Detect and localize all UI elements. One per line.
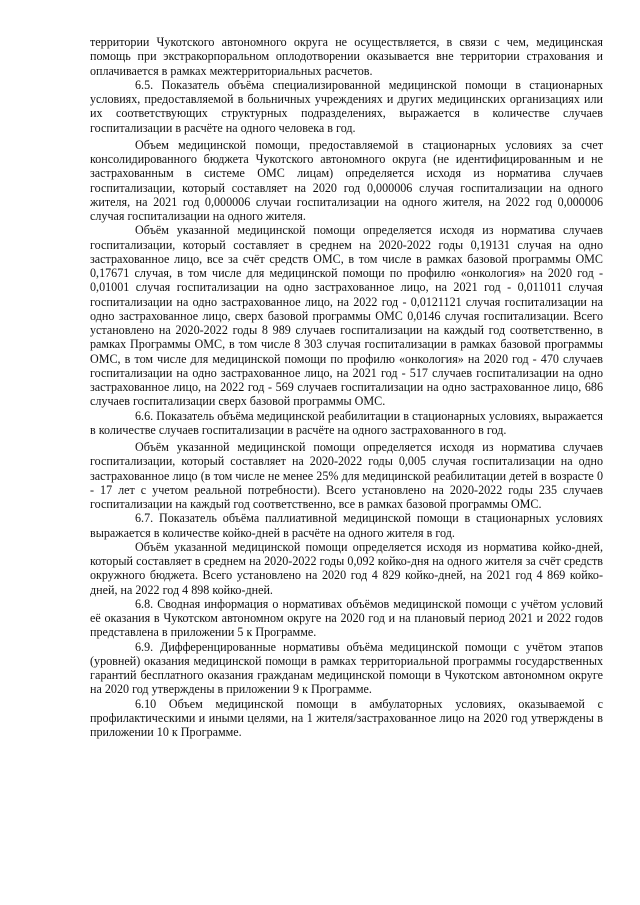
- paragraph-oms-volume: Объём указанной медицинской помощи определяется исходя из норматива случаев госпитализации, который составляет в среднем на 2020-2022 годы 0,19131 случая на одно застрахованное лицо, все за счёт средств ОМС, в том числе в рамках базовой программы ОМС 0,17671 случая, в том числе для медицинской помощи по профилю «онкология» на 2020 год - 0,01001 случая госпитализации на одно застрахованное лицо, на 2021 год - 0,011011 случая госпитализации на одно застрахованное лицо, на 2022 год - 0,0121121 случая госпитализации на одно застрахованное лицо, сверх базовой программы ОМС 0,0146 случая госпитализации. Всего установлено на 2020-2022 годы 8 989 случаев госпитализации на каждый год соответственно, в рамках Программы ОМС, в том числе 8 303 случая госпитализации в рамках базовой программы ОМС, в том числе для медицинской помощи по профилю «онкология» на 2020 год - 470 случаев госпитализации на одно застрахованное лицо, на 2021 год - 517 случаев госпитализации на одно застрахованное лицо, на 2022 год - 569 случаев госпитализации на одно застрахованное лицо, 686 случаев госпитализации сверх базовой программы ОМС.: [90, 223, 603, 409]
- paragraph-6-8: 6.8. Сводная информация о нормативах объёмов медицинской помощи с учётом условий её оказания в Чукотском автономном округе на 2020 год и на плановый период 2021 и 2022 годов представлена в приложении 5 к Программе.: [90, 596, 603, 640]
- document-page: [90, 35, 603, 739]
- paragraph-6-6: 6.6. Показатель объёма медицинской реабилитации в стационарных условиях, выражается в количестве случаев госпитализации в расчёте на одного застрахованного в год.: [90, 408, 603, 437]
- paragraph-6-7: 6.7. Показатель объёма паллиативной медицинской помощи в стационарных условиях выражается в количестве койко-дней в расчёте на одного жителя в год.: [90, 511, 603, 540]
- paragraph-6-9: 6.9. Дифференцированные нормативы объёма медицинской помощи с учётом этапов (уровней) оказания медицинской помощи в рамках территориальной программы государственных гарантий бесплатного оказания гражданам медицинской помощи в Чукотском автономном округе на 2020 год утверждены в приложении 9 к Программе.: [90, 639, 603, 697]
- paragraph-budget-volume: Объем медицинской помощи, предоставляемой в стационарных условиях за счет консолидированного бюджета Чукотского автономного округа (не идентифицированным и не застрахованным в системе ОМС лицам) определяется исходя из норматива случаев госпитализации, который составляет на 2020 год 0,000006 случая госпитализации на одного жителя, на 2021 год 0,000006 случаи госпитализации на одного жителя, на 2022 год 0,000006 случая госпитализации на одного жителя.: [90, 137, 603, 223]
- paragraph-rehab-volume: Объём указанной медицинской помощи определяется исходя из норматива случаев госпитализации, который составляет на 2020-2022 годы 0,005 случая госпитализации на одно застрахованное лицо (в том числе не менее 25% для медицинской реабилитации детей в возрасте 0 - 17 лет с учетом реальной потребности). Всего установлено на 2020-2022 годы 235 случаев госпитализации на каждый год соответственно, все в рамках базовой программы ОМС.: [90, 440, 603, 511]
- paragraph-continuation: территории Чукотского автономного округа не осуществляется, в связи с чем, медицинская помощь при экстракорпоральном оплодотворении оказывается вне территории страхования и оплачивается в рамках межтерриториальных расчетов.: [90, 35, 603, 78]
- paragraph-palliative-volume: Объём указанной медицинской помощи определяется исходя из норматива койко-дней, который составляет в среднем на 2020-2022 годы 0,092 койко-дня на одного жителя за счёт средств окружного бюджета. Всего установлено на 2020 год 4 829 койко-дней, на 2021 год 4 869 койко-дней, на 2022 год 4 898 койко-дней.: [90, 539, 603, 597]
- paragraph-6-10: 6.10 Объем медицинской помощи в амбулаторных условиях, оказываемой с профилактическими и иными целями, на 1 жителя/застрахованное лицо на 2020 год утверждены в приложении 10 к Программе.: [90, 696, 603, 739]
- paragraph-6-5: 6.5. Показатель объёма специализированной медицинской помощи в стационарных условиях, предоставляемой в больничных учреждениях и других медицинских организациях или их соответствующих структурных подразделениях, выражается в количестве случаев госпитализации в расчёте на одного человека в год.: [90, 77, 603, 135]
